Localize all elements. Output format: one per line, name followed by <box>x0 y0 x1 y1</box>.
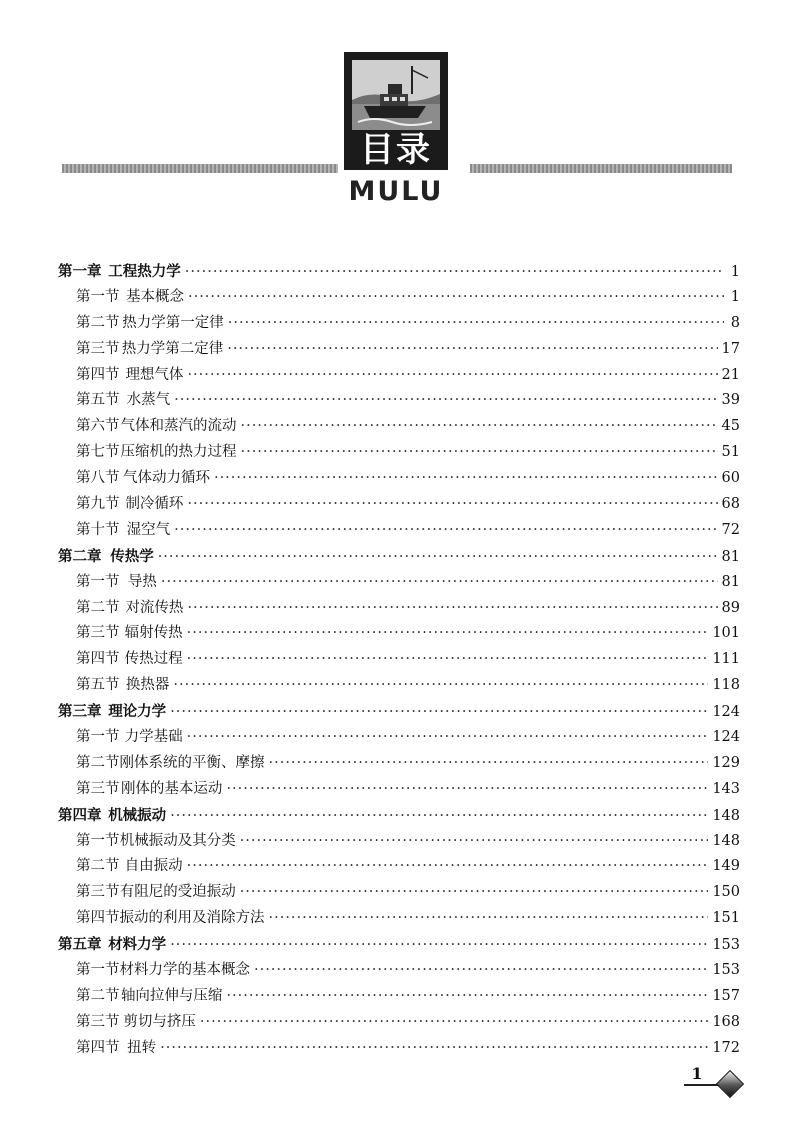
toc-entry-number: 第一节 <box>76 962 120 979</box>
toc-entry-title: 轴向拉伸与压缩 <box>120 987 223 1004</box>
toc-entry-title: 热力学第二定律 <box>121 340 224 357</box>
toc-entry-page: 68 <box>721 496 740 513</box>
toc-entry-title: 扭转 <box>127 1039 157 1056</box>
toc-section-entry[interactable] <box>58 984 740 1010</box>
toc-entry-title: 有阻尼的受迫振动 <box>119 884 236 901</box>
toc-entry-title: 力学基础 <box>124 729 183 746</box>
toc-entry-title: 刚体系统的平衡、摩擦 <box>119 754 265 771</box>
toc-entry-page: 45 <box>721 418 740 435</box>
toc-entry-title: 振动的利用及消除方法 <box>119 910 265 927</box>
toc-entry-page: 124 <box>712 729 740 746</box>
toc-entry-title: 水蒸气 <box>126 392 171 409</box>
toc-entry-page: 118 <box>712 677 740 694</box>
toc-entry-page: 153 <box>712 937 740 954</box>
toc-section-entry[interactable] <box>58 673 740 699</box>
page-folio <box>684 1062 744 1096</box>
toc-entry-number: 第十节 <box>76 521 120 538</box>
toc-entry-number: 第一节 <box>76 573 120 590</box>
toc-entry-number: 第一节 <box>76 832 120 849</box>
toc-entry-number: 第五节 <box>76 392 120 409</box>
toc-section-entry[interactable] <box>58 414 740 440</box>
toc-entry-page: 81 <box>721 573 740 590</box>
toc-section-entry[interactable] <box>58 518 740 544</box>
toc-leader-dots <box>174 518 717 544</box>
toc-entry-page: 1 <box>730 264 740 280</box>
toc-chapter-entry[interactable] <box>58 259 740 285</box>
toc-entry-page: 51 <box>721 444 740 461</box>
toc-entry-title: 热力学第一定律 <box>122 314 224 331</box>
toc-entry-title: 机械振动 <box>108 806 167 824</box>
toc-leader-dots <box>173 673 708 699</box>
toc-leader-dots <box>187 596 717 622</box>
toc-entry-title: 对流传热 <box>125 599 184 616</box>
toc-leader-dots <box>170 700 708 726</box>
toc-entry-title: 自由振动 <box>124 858 183 875</box>
toc-leader-dots <box>240 440 717 466</box>
toc-section-entry[interactable] <box>58 311 740 337</box>
toc-entry-number: 第四节 <box>76 910 120 927</box>
toc-entry-page: 39 <box>721 392 740 409</box>
toc-entry-page: 151 <box>712 910 740 927</box>
toc-section-entry[interactable] <box>58 1010 740 1036</box>
toc-entry-number: 第二节 <box>76 314 120 331</box>
toc-entry-number: 第五节 <box>76 677 120 694</box>
toc-entry-number: 第九节 <box>76 496 120 513</box>
contents-emblem <box>344 52 448 170</box>
toc-entry-title: 基本概念 <box>125 288 184 305</box>
toc-entry-number: 第一节 <box>76 288 120 305</box>
toc-leader-dots <box>254 958 708 984</box>
toc-entry-number: 第二节 <box>76 754 120 771</box>
toc-section-entry[interactable] <box>58 570 740 596</box>
ship-illustration <box>352 60 440 130</box>
toc-section-entry[interactable] <box>58 880 740 906</box>
toc-leader-dots <box>185 260 724 286</box>
toc-leader-dots <box>226 777 708 803</box>
table-of-contents <box>58 259 740 1062</box>
toc-leader-dots <box>187 363 717 389</box>
toc-entry-title: 材料力学的基本概念 <box>119 962 250 979</box>
toc-section-entry[interactable] <box>58 285 740 311</box>
toc-section-entry[interactable] <box>58 1036 740 1062</box>
toc-entry-title: 理想气体 <box>125 366 184 383</box>
toc-chapter-entry[interactable] <box>58 803 740 829</box>
diamond-icon <box>716 1070 744 1098</box>
toc-leader-dots <box>170 804 708 830</box>
toc-section-entry[interactable] <box>58 337 740 363</box>
toc-entry-number: 第三节 <box>76 884 120 901</box>
toc-entry-number: 第三节 <box>76 780 120 797</box>
toc-leader-dots <box>240 880 709 906</box>
toc-section-entry[interactable] <box>58 388 740 414</box>
toc-leader-dots <box>187 621 709 647</box>
toc-entry-number: 第六节 <box>76 418 120 435</box>
toc-entry-page: 89 <box>721 599 740 616</box>
toc-entry-page: 124 <box>712 704 740 721</box>
toc-entry-title: 压缩机的热力过程 <box>120 444 237 461</box>
toc-leader-dots <box>161 570 718 596</box>
toc-section-entry[interactable] <box>58 854 740 880</box>
toc-entry-page: 168 <box>712 1013 740 1030</box>
toc-entry-page: 157 <box>712 987 740 1004</box>
toc-entry-page: 150 <box>712 884 740 901</box>
toc-entry-title: 气体动力循环 <box>122 470 210 487</box>
contents-subtitle: MULU <box>348 176 444 207</box>
toc-entry-title: 剪切与挤压 <box>123 1013 196 1030</box>
toc-chapter-entry[interactable] <box>58 699 740 725</box>
toc-entry-page: 148 <box>712 832 740 849</box>
header-rule-right <box>470 164 732 173</box>
toc-entry-number: 第四节 <box>76 651 120 668</box>
toc-entry-title: 理论力学 <box>108 703 167 721</box>
contents-header <box>0 0 790 230</box>
toc-section-entry[interactable] <box>58 958 740 984</box>
toc-entry-page: 8 <box>730 314 740 331</box>
toc-entry-number: 第一节 <box>76 729 120 746</box>
toc-entry-number: 第二节 <box>76 599 120 616</box>
toc-chapter-entry[interactable] <box>58 932 740 958</box>
toc-entry-page: 72 <box>721 521 740 538</box>
toc-entry-page: 143 <box>712 780 740 797</box>
toc-section-entry[interactable] <box>58 440 740 466</box>
toc-entry-title: 工程热力学 <box>108 263 181 280</box>
toc-entry-number: 第一章 <box>58 263 102 280</box>
toc-leader-dots <box>187 854 709 880</box>
toc-entry-page: 1 <box>730 288 740 305</box>
toc-leader-dots <box>200 1010 708 1036</box>
toc-chapter-entry[interactable] <box>58 544 740 570</box>
toc-entry-number: 第二节 <box>76 987 120 1004</box>
toc-entry-page: 172 <box>712 1039 740 1056</box>
toc-entry-title: 传热过程 <box>124 651 183 668</box>
toc-entry-page: 149 <box>712 858 740 875</box>
toc-entry-page: 129 <box>712 754 740 771</box>
toc-entry-title: 刚体的基本运动 <box>120 780 223 797</box>
toc-leader-dots <box>227 337 717 363</box>
toc-entry-page: 17 <box>721 340 740 357</box>
toc-leader-dots <box>226 984 708 1010</box>
toc-entry-title: 制冷循环 <box>125 496 184 513</box>
toc-section-entry[interactable] <box>58 906 740 932</box>
toc-entry-title: 气体和蒸汽的流动 <box>120 418 237 435</box>
toc-section-entry[interactable] <box>58 621 740 647</box>
toc-leader-dots <box>187 647 709 673</box>
toc-section-entry[interactable] <box>58 363 740 389</box>
toc-entry-number: 第三节 <box>76 625 120 642</box>
header-rule-left <box>62 164 338 173</box>
toc-entry-title: 机械振动及其分类 <box>119 832 236 849</box>
toc-leader-dots <box>187 492 717 518</box>
toc-entry-page: 153 <box>712 962 740 979</box>
toc-section-entry[interactable] <box>58 466 740 492</box>
toc-entry-title: 湿空气 <box>126 521 171 538</box>
toc-entry-number: 第二节 <box>76 858 120 875</box>
toc-leader-dots <box>214 466 718 492</box>
toc-entry-number: 第五章 <box>58 936 102 954</box>
toc-entry-number: 第三节 <box>76 1013 120 1030</box>
toc-entry-page: 148 <box>712 807 740 824</box>
toc-leader-dots <box>170 933 708 959</box>
toc-leader-dots <box>240 829 709 855</box>
toc-leader-dots <box>188 285 724 311</box>
toc-leader-dots <box>240 414 717 440</box>
toc-entry-title: 导热 <box>127 573 157 590</box>
contents-title: 目录 <box>360 130 432 170</box>
toc-entry-number: 第三节 <box>76 340 120 357</box>
toc-section-entry[interactable] <box>58 725 740 751</box>
toc-entry-number: 第七节 <box>76 444 120 461</box>
toc-entry-page: 81 <box>721 548 740 565</box>
toc-entry-title: 辐射传热 <box>124 625 183 642</box>
toc-leader-dots <box>158 545 718 571</box>
toc-entry-page: 111 <box>712 651 740 668</box>
toc-section-entry[interactable] <box>58 751 740 777</box>
toc-entry-page: 21 <box>721 366 740 383</box>
toc-entry-title: 传热学 <box>110 547 154 565</box>
toc-entry-page: 60 <box>721 470 740 487</box>
ship-icon <box>352 60 440 130</box>
toc-entry-page: 101 <box>712 625 740 642</box>
toc-entry-title: 材料力学 <box>108 936 167 954</box>
toc-entry-number: 第四章 <box>58 806 102 824</box>
toc-leader-dots <box>269 906 709 932</box>
toc-leader-dots <box>160 1036 708 1062</box>
toc-leader-dots <box>174 388 717 414</box>
toc-entry-number: 第四节 <box>76 366 120 383</box>
toc-entry-number: 第二章 <box>58 547 102 565</box>
page-number: 1 <box>691 1064 703 1083</box>
toc-section-entry[interactable] <box>58 492 740 518</box>
toc-entry-number: 第八节 <box>76 470 120 487</box>
toc-entry-title: 换热器 <box>125 677 170 694</box>
toc-leader-dots <box>228 311 724 337</box>
toc-entry-number: 第三章 <box>58 703 102 721</box>
toc-section-entry[interactable] <box>58 777 740 803</box>
toc-leader-dots <box>187 725 709 751</box>
toc-section-entry[interactable] <box>58 829 740 855</box>
toc-section-entry[interactable] <box>58 596 740 622</box>
toc-leader-dots <box>269 751 709 777</box>
toc-entry-number: 第四节 <box>76 1039 120 1056</box>
toc-section-entry[interactable] <box>58 647 740 673</box>
